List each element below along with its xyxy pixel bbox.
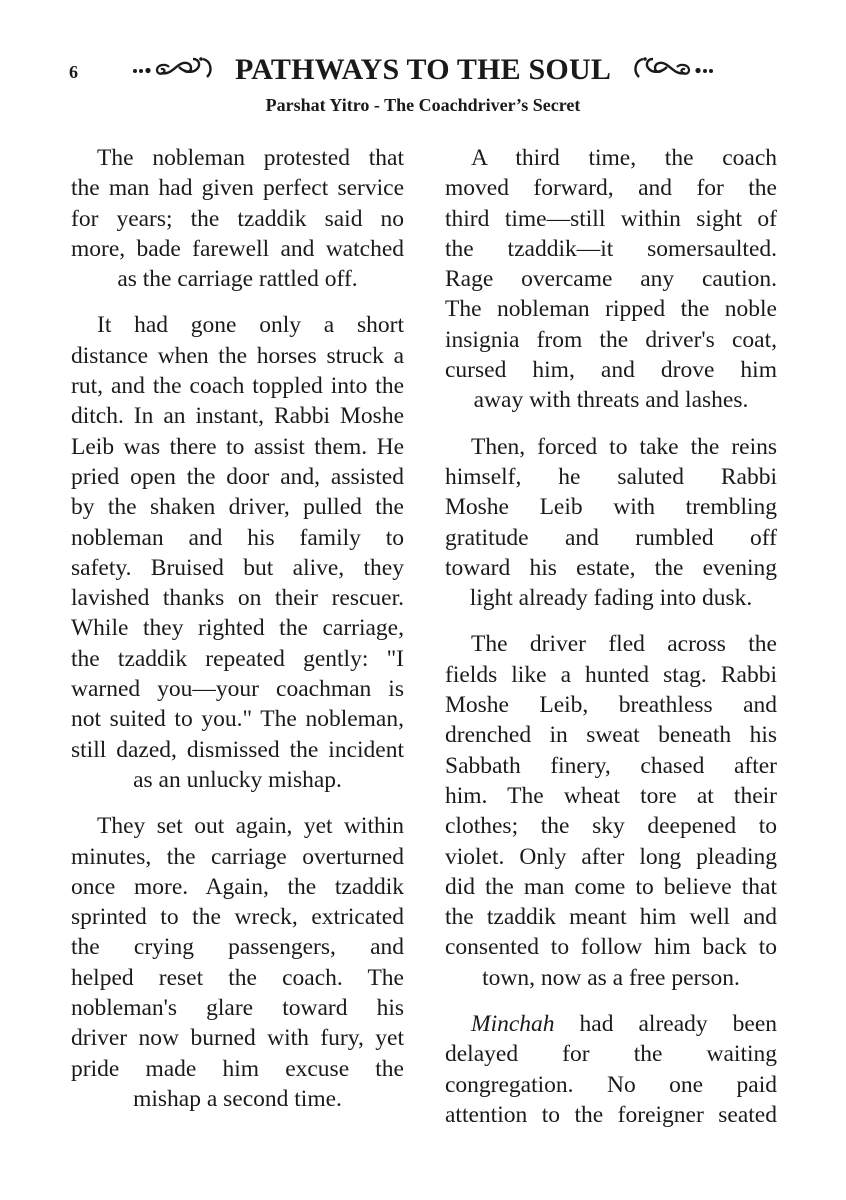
text-line: once more. Again, the tzaddik (71, 873, 404, 900)
text-line: the tzaddik—it somersaulted. (445, 235, 777, 262)
text-line: did the man come to believe that (445, 873, 777, 900)
text-line: violet. Only after long pleading (445, 843, 777, 870)
text-line: the tzaddik meant him well and (445, 904, 777, 931)
right-flourish-ornament-icon (623, 53, 715, 87)
paragraph (445, 629, 777, 993)
paragraph (445, 143, 777, 416)
paragraph (71, 143, 404, 294)
text-line: light already fading into dusk. (469, 585, 753, 612)
text-line: fields like a hunted stag. Rabbi (445, 661, 777, 688)
text-line: town, now as a free person. (482, 964, 740, 991)
text-line: The driver fled across the (471, 631, 777, 658)
text-line: nobleman's glare toward his (71, 995, 404, 1022)
left-flourish-ornament-icon (131, 53, 223, 87)
text-line: away with threats and lashes. (473, 387, 749, 414)
subtitle: Parshat Yitro - The Coachdriver’s Secret (265, 95, 581, 115)
text-line: him. The wheat tore at their (445, 782, 777, 809)
text-line: driver now burned with fury, yet (71, 1025, 404, 1052)
text-line: as an unlucky mishap. (133, 766, 342, 793)
text-line: the tzaddik repeated gently: "I (71, 645, 404, 672)
text-line: Rage overcame any caution. (445, 266, 777, 293)
text-line: himself, he saluted Rabbi (445, 463, 777, 490)
running-header (0, 51, 846, 87)
text-line: mishap a second time. (133, 1085, 342, 1112)
text-line: gratitude and rumbled off (445, 524, 777, 551)
text-line: ditch. In an instant, Rabbi Moshe (71, 403, 404, 430)
text-line: congregation. No one paid (445, 1071, 777, 1098)
page-number: 6 (69, 62, 78, 82)
text-line: the man had given perfect service (71, 175, 404, 202)
text-line: Leib was there to assist them. He (71, 433, 404, 460)
text-line: pride made him excuse the (71, 1055, 404, 1082)
text-line: sprinted to the wreck, extricated (71, 904, 404, 931)
text-line: third time—still within sight of (445, 205, 777, 232)
text-line: Minchah had already been (471, 1011, 777, 1038)
text-line: for years; the tzaddik said no (71, 205, 404, 232)
text-line: delayed for the waiting (445, 1041, 777, 1068)
text-line: minutes, the carriage overturned (71, 843, 404, 870)
italic-term: Minchah (471, 1011, 555, 1038)
text-line: distance when the horses struck a (71, 342, 404, 369)
text-line: Moshe Leib, breathless and (445, 692, 777, 719)
text-line: Then, forced to take the reins (471, 433, 777, 460)
text-line: The nobleman ripped the noble (445, 296, 777, 323)
text-line: attention to the foreigner seated (445, 1101, 777, 1128)
paragraph (445, 432, 777, 614)
text-line: lavished thanks on their rescuer. (71, 585, 404, 612)
text-line: The nobleman protested that (97, 145, 404, 171)
right-column (445, 143, 777, 1146)
text-line: more, bade farewell and watched (71, 235, 404, 262)
text-line: They set out again, yet within (97, 813, 404, 840)
text-line: the crying passengers, and (71, 934, 404, 961)
paragraph (71, 310, 404, 795)
text-line: While they righted the carriage, (71, 615, 404, 642)
text-line: It had gone only a short (97, 312, 404, 339)
text-line: toward his estate, the evening (445, 554, 777, 581)
text-line: insignia from the driver's coat, (445, 326, 777, 353)
text-line: safety. Bruised but alive, they (71, 554, 404, 581)
text-line: drenched in sweat beneath his (445, 722, 777, 749)
text-line: cursed him, and drove him (445, 357, 777, 384)
left-column (71, 143, 404, 1130)
text-line: consented to follow him back to (445, 934, 777, 961)
text-line: A third time, the coach (471, 145, 777, 171)
paragraph (71, 811, 404, 1114)
text-line: Sabbath finery, chased after (445, 752, 777, 779)
text-line: still dazed, dismissed the incident (71, 736, 404, 763)
text-line: Moshe Leib with trembling (445, 494, 777, 521)
text-line: as the carriage rattled off. (117, 266, 358, 293)
text-line: moved forward, and for the (445, 175, 777, 202)
header-title: PATHWAYS TO THE SOUL (234, 53, 612, 87)
paragraph (445, 1009, 777, 1130)
text-line: pried open the door and, assisted (71, 463, 404, 490)
text-line: rut, and the coach toppled into the (71, 373, 404, 400)
text-line: nobleman and his family to (71, 524, 404, 551)
text-line: clothes; the sky deepened to (445, 813, 777, 840)
text-line: not suited to you." The nobleman, (71, 706, 404, 733)
text-line: by the shaken driver, pulled the (71, 494, 404, 521)
text-line: helped reset the coach. The (71, 964, 404, 991)
text-line: warned you—your coachman is (71, 676, 404, 703)
